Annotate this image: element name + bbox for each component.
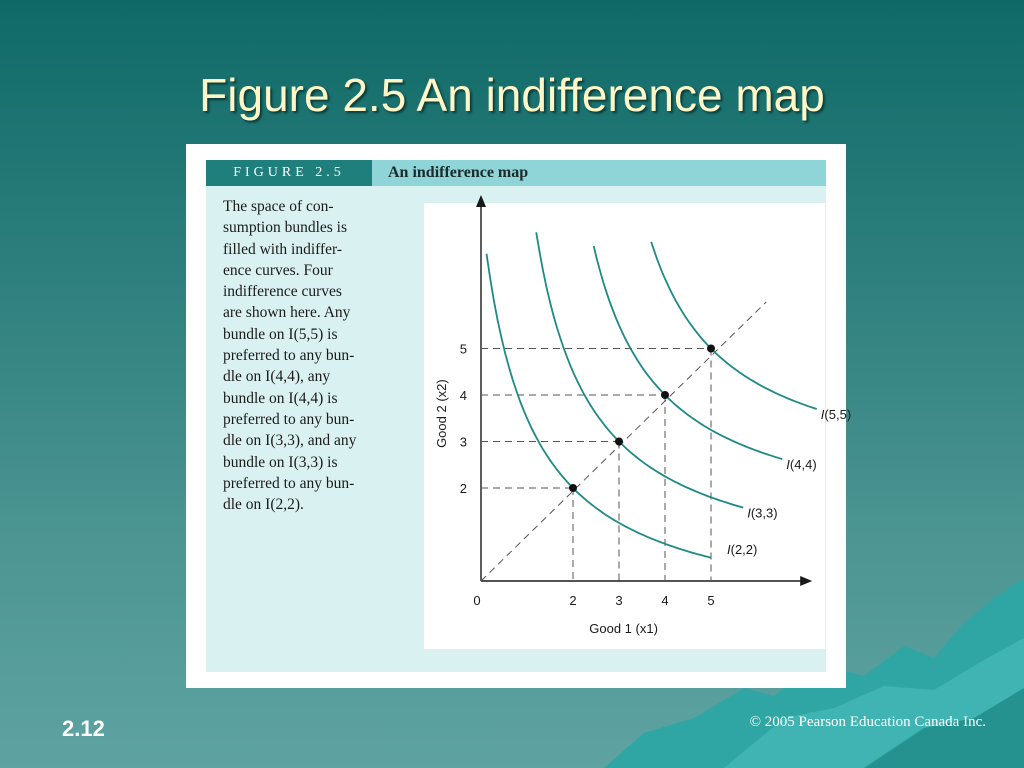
x-tick-label: 2	[569, 593, 577, 608]
curve-label: I(5,5)	[820, 407, 852, 423]
y-tick-label: 5	[459, 341, 467, 357]
figure-label: FIGURE 2.5	[206, 160, 372, 186]
curve-label: I(2,2)	[727, 541, 758, 557]
indifference-curve	[536, 232, 743, 507]
chart-area	[424, 203, 852, 649]
bundle-point	[569, 484, 577, 492]
x-tick-label: 0	[473, 593, 481, 608]
y-axis-title: Good 2 (x2)	[434, 379, 449, 448]
slide-number: 2.12	[62, 716, 105, 741]
y-tick-label: 2	[459, 481, 467, 496]
copyright: © 2005 Pearson Education Canada Inc.	[749, 714, 986, 730]
x-tick-label: 3	[615, 593, 623, 608]
figure-caption: The space of con- sumption bundles is filled with indiffer- ence curves. Four indifference curves are shown here. Any bundle on I(5,5) is preferred to any bun- dle on I(4,4), any bundle on I(4,4) is preferred to any bun- dle on I(3,3), and any bundle on I(3,3) is preferred to any bun- dle on I(2,2).	[223, 198, 357, 514]
x-tick-label: 4	[661, 593, 669, 608]
curve-label: I(3,3)	[747, 505, 778, 521]
y-axis-arrow	[476, 195, 486, 207]
slide-title: Figure 2.5 An indifference map	[199, 69, 825, 121]
bundle-point	[661, 391, 669, 399]
indifference-curve	[651, 242, 817, 409]
indifference-map-chart	[424, 203, 852, 649]
x-axis-title: Good 1 (x1)	[589, 621, 658, 636]
curve-label: I(4,4)	[786, 457, 817, 473]
bundle-point	[707, 345, 715, 353]
figure-title: An indifference map	[372, 160, 826, 186]
figure-inner	[206, 160, 852, 672]
x-axis-arrow	[800, 576, 812, 586]
indifference-curve	[594, 246, 783, 459]
figure-panel	[186, 144, 852, 688]
bundle-point	[615, 438, 623, 446]
y-tick-label: 3	[459, 434, 467, 450]
x-tick-label: 5	[707, 593, 715, 608]
y-tick-label: 4	[459, 388, 467, 403]
